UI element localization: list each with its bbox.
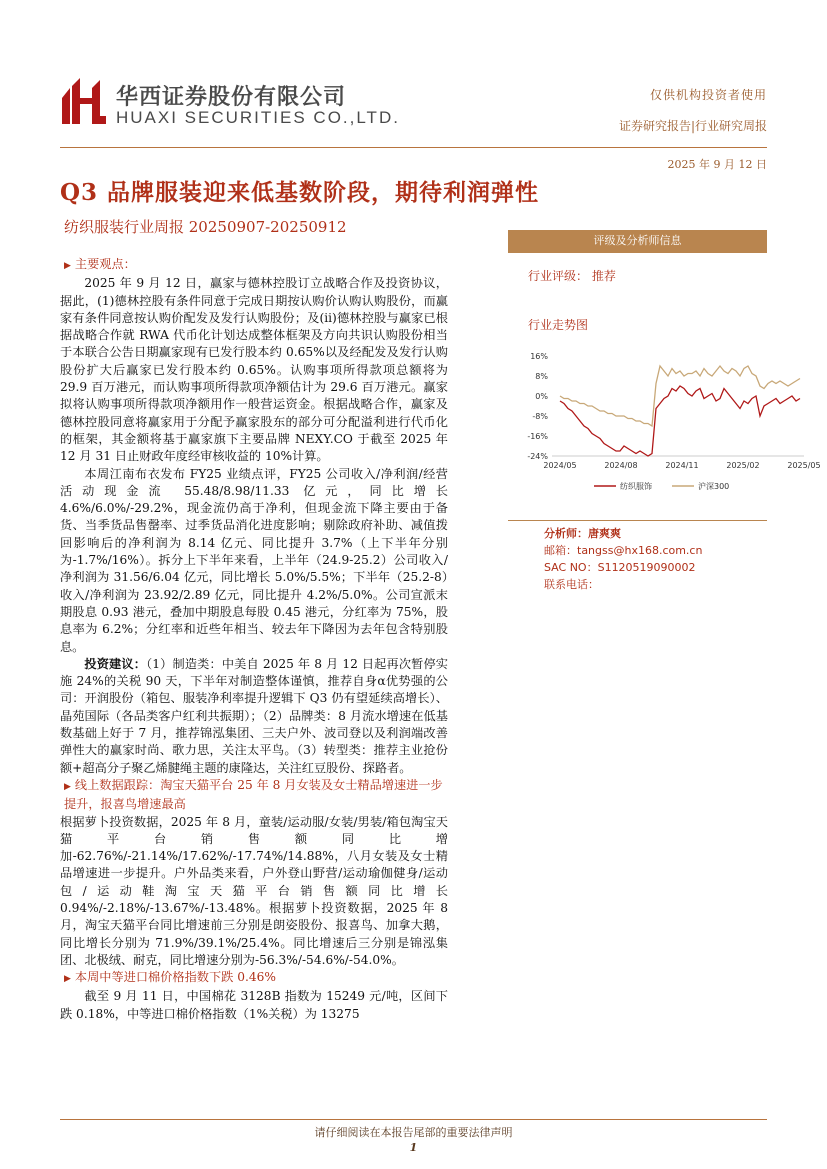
x-tick-label: 2025/05	[787, 461, 821, 470]
triangle-bullet-icon: ▶	[64, 781, 71, 792]
analyst-divider	[508, 520, 767, 521]
investors-only-note: 仅供机构投资者使用	[649, 88, 767, 102]
legend-label: 纺织服饰	[620, 482, 652, 491]
triangle-bullet-icon: ▶	[64, 974, 71, 985]
company-name-en: HUAXI SECURITIES CO.,LTD.	[116, 108, 400, 127]
analyst-name: 分析师：唐爽爽	[544, 527, 621, 540]
section-heading-online-data: ▶ 线上数据跟踪：淘宝天猫平台 25 年 8 月女装及女士精品增速进一步提升，报喜鸟增速最高	[64, 777, 443, 812]
report-type: 证券研究报告|行业研究周报	[618, 119, 767, 133]
series-line-沪深300	[560, 366, 800, 426]
industry-rating: 行业评级： 推荐	[528, 269, 616, 283]
y-tick-label: -24%	[527, 452, 548, 461]
analyst-email: 邮箱：tangss@hx168.com.cn	[544, 544, 703, 557]
analyst-phone: 联系电话：	[544, 578, 599, 591]
sidebar-heading: 评级及分析师信息	[508, 230, 767, 252]
sidebar-divider	[508, 252, 767, 253]
company-name-cn: 华西证券股份有限公司	[116, 85, 347, 110]
section-heading-cotton: ▶ 本周中等进口棉价格指数下跌 0.46%	[64, 970, 276, 985]
y-tick-label: -16%	[527, 432, 548, 441]
triangle-bullet-icon: ▶	[64, 261, 71, 271]
analyst-sac-number: SAC NO：S1120519090002	[544, 561, 696, 574]
y-tick-label: -8%	[532, 412, 548, 421]
paragraph-cotton-price: 截至 9 月 11 日，中国棉花 3128B 指数为 15249 元/吨，区间下跌 0.18%，中等进口棉价格指数（1%关税）为 13275	[60, 989, 448, 1021]
trend-chart-title: 行业走势图	[528, 318, 589, 332]
industry-trend-chart	[510, 346, 821, 496]
y-tick-label: 8%	[535, 372, 548, 381]
legend-label: 沪深300	[698, 482, 730, 491]
y-tick-label: 16%	[530, 352, 548, 361]
page-number: 1	[409, 1141, 418, 1154]
paragraph-jnby-results: 本周江南布衣发布 FY25 业绩点评，FY25 公司收入/净利润/经营活动现金流 55.48/8.98/11.33 亿元，同比增长 4.6%/6.0%/-29.2%，现金流仍高于净利，但现金流下降主要由于备货、当季货品售罄率、过季货品消化进度影响；剔除政府补助、减值拨回影响后的净利润为 8.14 亿元、同比提升 3.7%（上下半年分别为-1.7%/16%）。拆分上下半年来看，上半年（24.9-25.2）公司收入/净利润为 31.56/6.04 亿元，同比增长 5.0%/5.5%；下半年（25.2-8）收入/净利润为 23.92/2.89 亿元，同比提升 4.2%/5.0%。公司宣派末期股息 0.93 港元，叠加中期股息每股 0.45 港元，分红率为 75%，股息率为 6.2%；分红率和近些年相当、较去年下降因为去年包含特别股息。	[60, 466, 448, 654]
legal-notice: 请仔细阅读在本报告尾部的重要法律声明	[314, 1126, 513, 1139]
y-tick-label: 0%	[535, 392, 548, 401]
huaxi-logo-icon	[62, 78, 106, 124]
x-tick-label: 2024/05	[543, 461, 577, 470]
main-body	[60, 256, 448, 1023]
paragraph-online-data: 根据萝卜投资数据，2025 年 8 月，童装/运动服/女装/男装/箱包淘宝天猫平台销售额同比增加-62.76%/-21.14%/17.62%/-17.74%/14.88%，八月女装及女士精品增速进一步提升。户外品类来看，户外登山野营/运动瑜伽健身/运动包/运动鞋淘宝天猫平台销售额同比增长 0.94%/-2.18%/-13.67%/-13.48%。根据萝卜投资数据，2025 年 8 月，淘宝天猫平台同比增速前三分别是朗姿股份、报喜鸟、加拿大鹅，同比增长分别为 71.9%/39.1%/25.4%。同比增速后三分别是锦泓集团、北极绒、耐克，同比增速分别为-56.3%/-54.6%/-54.0%。	[60, 814, 448, 967]
report-date: 2025 年 9 月 12 日	[667, 158, 767, 171]
paragraph-investment-advice	[60, 656, 448, 777]
header-divider	[60, 147, 767, 148]
x-tick-label: 2024/11	[665, 461, 699, 470]
report-title: Q3 品牌服装迎来低基数阶段，期待利润弹性	[60, 179, 540, 206]
investment-advice-text: （1）制造类：中美自 2025 年 8 月 12 日起再次暂停实施 24%的关税 90 天，下半年对制造整体谨慎，推荐自身α优势强的公司：开润股份（箱包、服装净利率提升逻辑下 Q3 仍有望延续高增长）、晶苑国际（各品类客户红利共振期）；（2）品牌类：8 月流水增速在低基数基础上好于 7 月，推荐锦泓集团、三夫户外、波司登以及利润端改善弹性大的赢家时尚、歌力思，关注太平鸟。（3）转型类：推荐主业抢份额+超高分子聚乙烯腱绳主题的康隆达，关注红豆股份、探路者。	[60, 656, 448, 775]
footer-divider	[60, 1119, 767, 1120]
paragraph-winner-deal: 2025 年 9 月 12 日，赢家与德林控股订立战略合作及投资协议，据此，(1)德林控股有条件同意于完成日期按认购价认购认购股份，而赢家有条件同意按认购价配发及发行认购股份；及(ii)德林控股与赢家已根据战略合作就 RWA 代币化计划达成整体框架及方向共识认购股份相当于本联合公告日期赢家现有已发行股本约 0.65%以及经配发及发行认购股份扩大后赢家已发行股本约 0.65%。认购事项所得款项总额将为 29.9 百万港元，而认购事项所得款项净额估计为 29.6 百万港元。赢家拟将认购事项所得款项净额用作一般营运资金。根据战略合作，赢家及德林控股同意将赢家用于分配予赢家股东的部分可分配溢利进行代币化的框架，其金额将基于赢家旗下主要品牌 NEXY.CO 于截至 2025 年 12 月 31 日止财政年度经审核收益的 10%计算。	[60, 276, 448, 464]
x-tick-label: 2024/08	[604, 461, 638, 470]
report-subtitle: 纺织服装行业周报 20250907-20250912	[64, 218, 347, 236]
investment-advice-label: 投资建议：	[84, 656, 147, 671]
x-tick-label: 2025/02	[726, 461, 760, 470]
series-line-纺织服饰	[560, 386, 800, 456]
section-heading-main-points: ▶ 主要观点：	[64, 257, 136, 271]
